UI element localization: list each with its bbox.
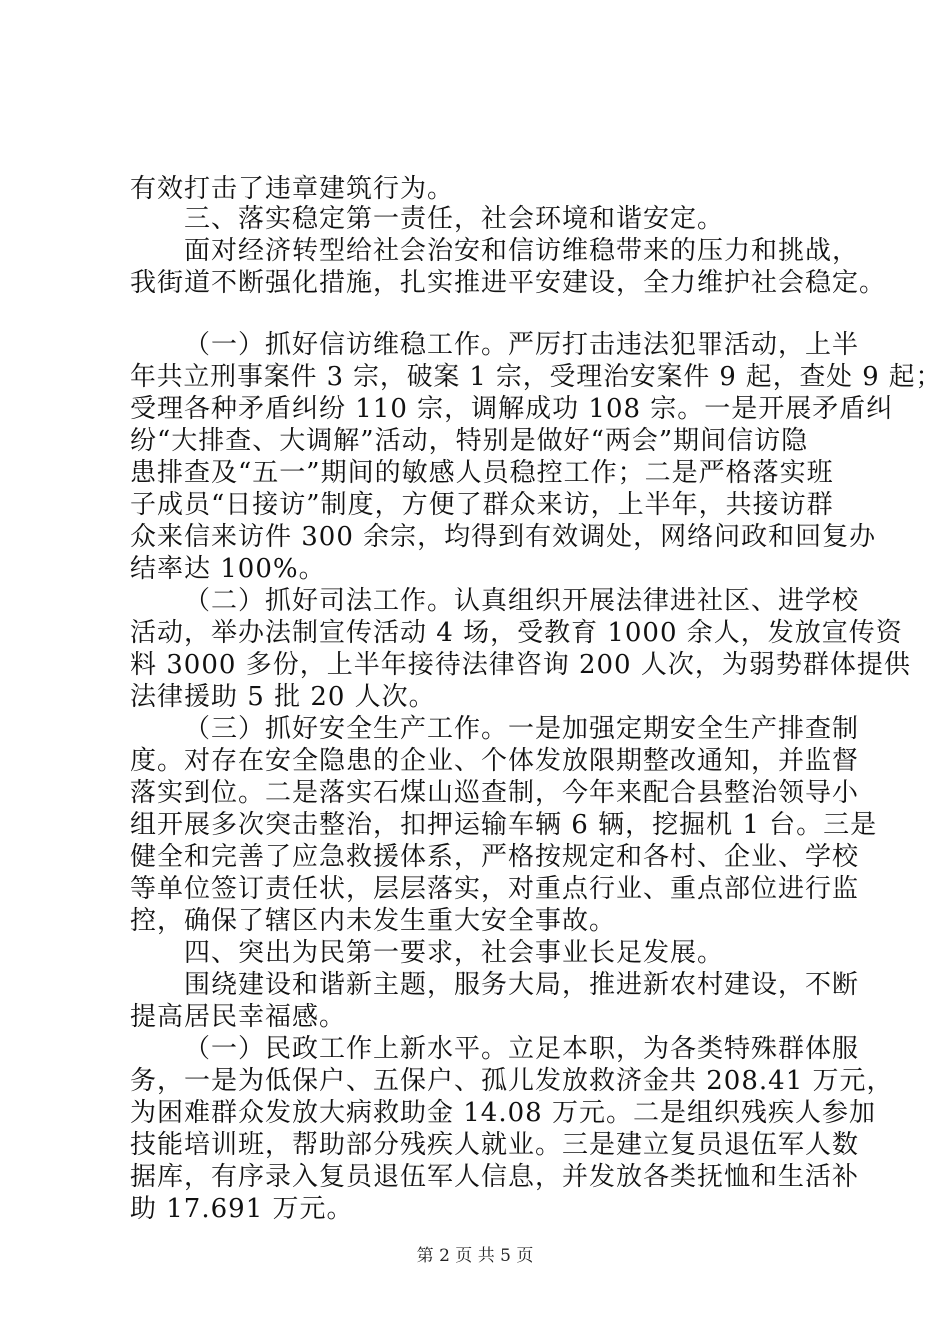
text-line: （二）抓好司法工作。认真组织开展法律进社区、进学校 [184, 586, 860, 616]
text-line: 技能培训班，帮助部分残疾人就业。三是建立复员退伍军人数 [130, 1130, 860, 1160]
text-line: 控，确保了辖区内未发生重大安全事故。 [130, 906, 617, 936]
text-line: 子成员“日接访”制度，方便了群众来访，上半年，共接访群 [130, 490, 834, 520]
section-heading: 四、突出为民第一要求，社会事业长足发展。 [184, 938, 725, 968]
text-line: 我街道不断强化措施，扎实推进平安建设，全力维护社会稳定。 [130, 268, 887, 298]
text-line: 面对经济转型给社会治安和信访维稳带来的压力和挑战， [184, 236, 860, 266]
text-line: （三）抓好安全生产工作。一是加强定期安全生产排查制 [184, 714, 860, 744]
text-line: 活动，举办法制宣传活动 4 场，受教育 1000 余人，发放宣传资 [130, 618, 903, 648]
text-line: （一）民政工作上新水平。立足本职，为各类特殊群体服 [184, 1034, 860, 1064]
page-footer: 第 2 页 共 5 页 [416, 1246, 534, 1266]
text-line: 度。对存在安全隐患的企业、个体发放限期整改通知，并监督 [130, 746, 860, 776]
text-line: 提高居民幸福感。 [130, 1002, 347, 1032]
text-line: 年共立刑事案件 3 宗，破案 1 宗，受理治安案件 9 起，查处 9 起； [130, 362, 943, 392]
section-heading: 三、落实稳定第一责任，社会环境和谐安定。 [184, 204, 725, 234]
text-line: 为困难群众发放大病救助金 14.08 万元。二是组织残疾人参加 [130, 1098, 876, 1128]
text-line: 受理各种矛盾纠纷 110 宗，调解成功 108 宗。一是开展矛盾纠 [130, 394, 894, 424]
text-line: 组开展多次突击整治，扣押运输车辆 6 辆，挖掘机 1 台。三是 [130, 810, 878, 840]
text-line: 有效打击了违章建筑行为。 [130, 174, 455, 204]
text-line: （一）抓好信访维稳工作。严厉打击违法犯罪活动，上半 [184, 330, 860, 360]
text-line: 患排查及“五一”期间的敏感人员稳控工作；二是严格落实班 [130, 458, 834, 488]
text-line: 纷“大排查、大调解”活动，特别是做好“两会”期间信访隐 [130, 426, 809, 456]
text-line: 料 3000 多份，上半年接待法律咨询 200 人次，为弱势群体提供 [130, 650, 911, 680]
text-line: 众来信来访件 300 余宗，均得到有效调处，网络问政和回复办 [130, 522, 877, 552]
text-line: 结率达 100%。 [130, 554, 326, 584]
text-line: 围绕建设和谐新主题，服务大局，推进新农村建设，不断 [184, 970, 860, 1000]
text-line: 落实到位。二是落实石煤山巡查制，今年来配合县整治领导小 [130, 778, 860, 808]
text-line: 等单位签订责任状，层层落实，对重点行业、重点部位进行监 [130, 874, 860, 904]
text-line: 务，一是为低保户、五保户、孤儿发放救济金共 208.41 万元， [130, 1066, 894, 1096]
text-line: 健全和完善了应急救援体系，严格按规定和各村、企业、学校 [130, 842, 860, 872]
text-line: 助 17.691 万元。 [130, 1194, 354, 1224]
text-line: 法律援助 5 批 20 人次。 [130, 682, 436, 712]
text-line: 据库，有序录入复员退伍军人信息，并发放各类抚恤和生活补 [130, 1162, 860, 1192]
